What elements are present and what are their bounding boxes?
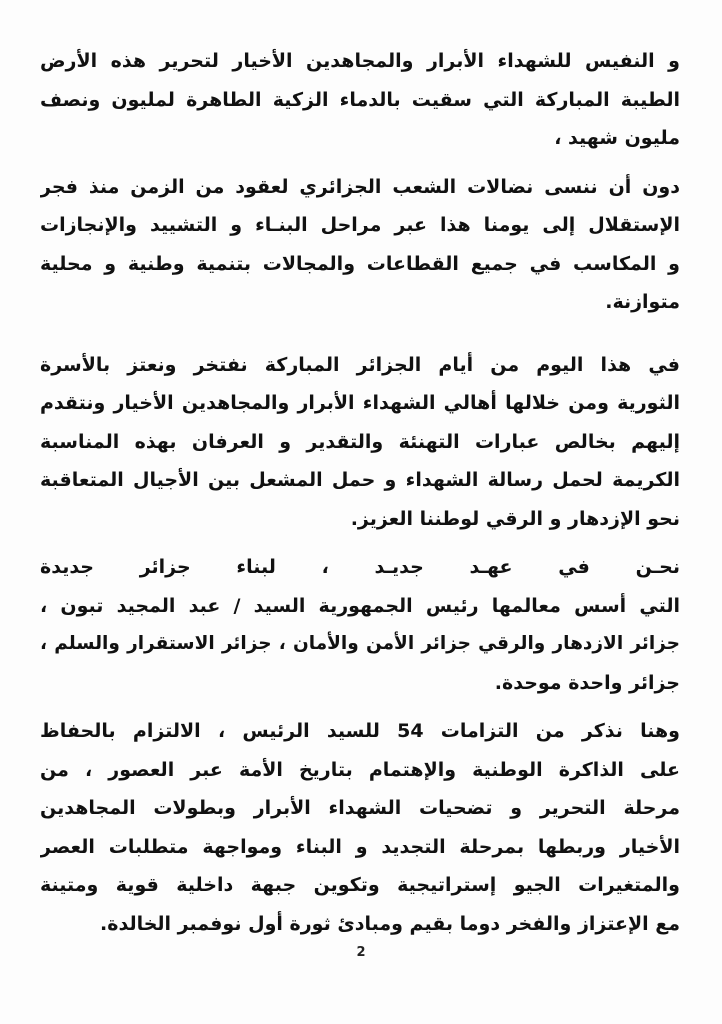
paragraph-gap (40, 538, 680, 548)
document-body (40, 42, 680, 943)
paragraph-gap (40, 158, 680, 168)
text-line: جزائر واحدة موحدة. (494, 671, 680, 694)
paragraph-gap (40, 322, 680, 346)
paragraph-gap (40, 702, 680, 712)
text-line: الإستقلال إلى يومنا هذا عبر مراحل البنـاء و التشييد والإنجازات (40, 214, 680, 236)
paragraph-2 (40, 168, 680, 322)
text-line: وهنا نذكر من التزامات 54 للسيد الرئيس ، الالتزام بالحفاظ (40, 720, 680, 742)
text-line: جزائر الازدهار والرقي جزائر الأمن والأمان ، جزائر الاستقرار والسلم ، (40, 633, 680, 654)
text-line: إليهم بخالص عبارات التهنئة والتقدير و العرفان بهذه المناسبة (40, 430, 680, 453)
text-line: والمتغيرات الجيو إستراتيجية وتكوين جبهة داخلية قوية ومتينة (40, 874, 680, 896)
paragraph-5 (40, 712, 680, 943)
page-number: 2 (356, 945, 366, 960)
text-line: مليون شهيد ، (554, 127, 680, 149)
text-line: و النفيس للشهداء الأبرار والمجاهدين الأخيار لتحرير هذه الأرض (40, 50, 680, 72)
text-line: دون أن ننسى نضالات الشعب الجزائري لعقود من الزمن منذ فجر (40, 175, 680, 198)
text-line: في هذا اليوم من أيام الجزائر المباركة نفتخر ونعتز بالأسرة (40, 353, 680, 376)
text-line: الكريمة لحمل رسالة الشهداء و حمل المشعل بين الأجيال المتعاقبة (40, 469, 680, 491)
text-line: نحو الإزدهار و الرقي لوطننا العزيز. (350, 507, 680, 530)
text-line: الطيبة المباركة التي سقيت بالدماء الزكية الطاهرة لمليون ونصف (40, 88, 680, 111)
text-line: على الذاكرة الوطنية والإهتمام بتاريخ الأمة عبر العصور ، من (40, 758, 680, 781)
paragraph-1 (40, 42, 680, 158)
text-line: الأخيار وربطها بمرحلة التجديد و البناء ومواجهة متطلبات العصر (40, 835, 680, 858)
text-line: و المكاسب في جميع القطاعات والمجالات بتنمية وطنية و محلية (40, 252, 680, 275)
text-line: مع الإعتزاز والفخر دوما بقيم ومبادئ ثورة أول نوفمبر الخالدة. (100, 912, 680, 935)
text-line: الثورية ومن خلالها أهالي الشهداء الأبرار والمجاهدين الأخيار ونتقدم (40, 392, 680, 414)
paragraph-3 (40, 346, 680, 539)
text-line: متوازنة. (605, 291, 680, 313)
text-line: نحـن في عهـد جديـد ، لبناء جزائر جديدة (40, 556, 680, 578)
text-line: التي أسس معالمها رئيس الجمهورية السيد / عبد المجيد تبون ، (40, 594, 680, 617)
paragraph-4 (40, 548, 680, 702)
text-line: مرحلة التحرير و تضحيات الشهداء الأبرار وبطولات المجاهدين (40, 797, 680, 819)
